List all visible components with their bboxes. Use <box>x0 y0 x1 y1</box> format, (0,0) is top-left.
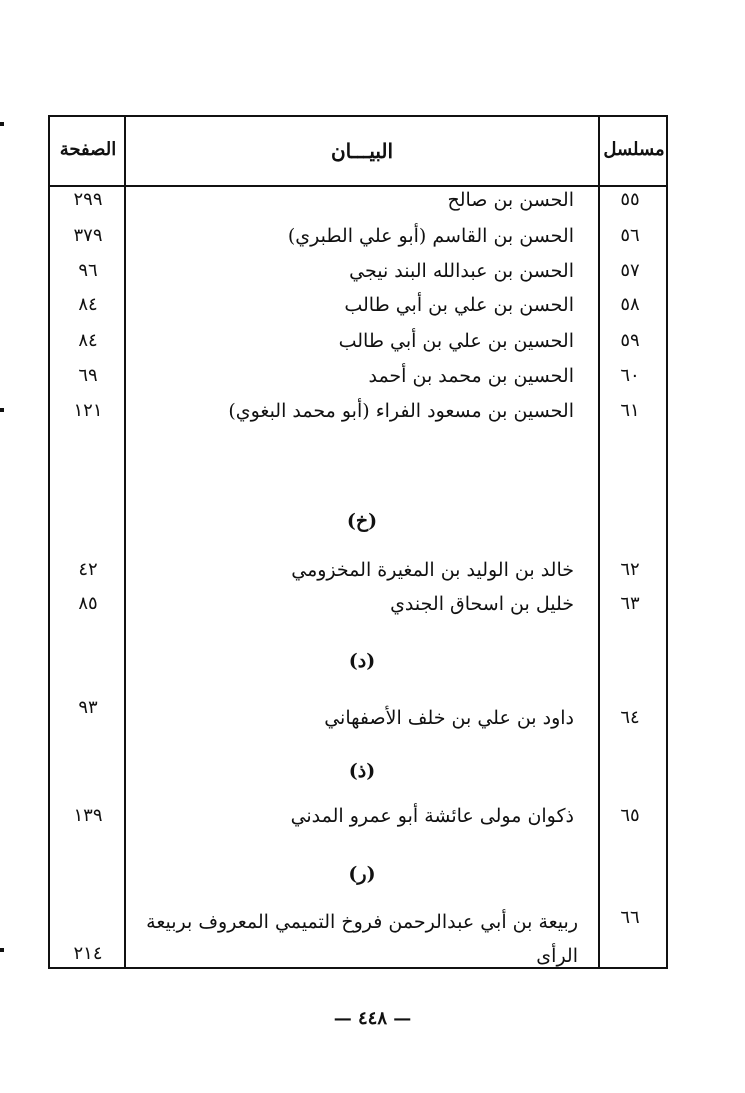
page-number: — ٤٤٨ — <box>333 1008 412 1029</box>
row-serial: ٦٠ <box>620 365 640 386</box>
table-row <box>50 905 666 965</box>
table-row <box>50 330 666 360</box>
row-name: الحسين بن مسعود الفراء (أبو محمد البغوي) <box>228 400 574 422</box>
row-serial: ٦١ <box>620 400 640 421</box>
row-serial: ٥٩ <box>620 330 640 351</box>
row-name: داود بن علي بن خلف الأصفهاني <box>324 707 574 729</box>
table-row <box>50 559 666 589</box>
table-row <box>50 593 666 623</box>
row-serial: ٦٦ <box>620 907 640 928</box>
table-row <box>50 189 666 219</box>
row-page: ٢١٤ <box>73 943 103 964</box>
row-serial: ٥٥ <box>620 189 640 210</box>
row-name: الحسين بن محمد بن أحمد <box>368 365 574 387</box>
row-page: ٦٩ <box>78 365 98 386</box>
row-name: خليل بن اسحاق الجندي <box>390 593 574 615</box>
row-name: ربيعة بن أبي عبدالرحمن فروخ التميمي المعروف بربيعة الرأى <box>146 911 578 967</box>
row-serial: ٥٦ <box>620 225 640 246</box>
row-page: ١٣٩ <box>73 805 103 826</box>
row-page: ١٢١ <box>73 400 103 421</box>
row-name: الحسن بن عبدالله البند نيجي <box>349 260 574 282</box>
row-serial: ٦٣ <box>620 593 640 614</box>
row-page: ٣٧٩ <box>73 225 103 246</box>
header-description: البيـــان <box>330 139 394 163</box>
section-letter: (خ) <box>346 510 378 532</box>
table-row <box>50 225 666 255</box>
row-name: الحسن بن علي بن أبي طالب <box>344 294 574 316</box>
row-name: الحسن بن صالح <box>447 189 574 211</box>
table-row <box>50 365 666 395</box>
row-serial: ٦٤ <box>620 707 640 728</box>
row-serial: ٦٢ <box>620 559 640 580</box>
row-serial: ٥٧ <box>620 260 640 281</box>
row-page: ٨٥ <box>78 593 98 614</box>
section-letter: (ر) <box>348 863 376 885</box>
header-serial: مسلسل <box>603 139 665 160</box>
header-divider <box>50 185 666 187</box>
row-serial: ٥٨ <box>620 294 640 315</box>
row-page: ٤٢ <box>78 559 98 580</box>
table-row <box>50 294 666 324</box>
row-name: الحسن بن القاسم (أبو علي الطبري) <box>287 225 574 247</box>
table-row <box>50 805 666 835</box>
row-page: ٨٤ <box>78 330 98 351</box>
row-serial: ٦٥ <box>620 805 640 826</box>
row-name: الحسين بن علي بن أبي طالب <box>338 330 574 352</box>
row-page: ٢٩٩ <box>73 189 103 210</box>
row-name: خالد بن الوليد بن المغيرة المخزومي <box>291 559 574 581</box>
row-name: ذكوان مولى عائشة أبو عمرو المدني <box>290 805 574 827</box>
section-letter: (د) <box>348 650 376 672</box>
index-table <box>48 115 668 969</box>
table-row <box>50 260 666 290</box>
table-row <box>50 400 666 430</box>
row-page: ٨٤ <box>78 294 98 315</box>
section-letter: (ذ) <box>348 760 376 782</box>
table-row <box>50 699 666 729</box>
row-page: ٩٣ <box>78 697 98 718</box>
header-page: الصفحة <box>59 139 117 160</box>
row-page: ٩٦ <box>78 260 98 281</box>
